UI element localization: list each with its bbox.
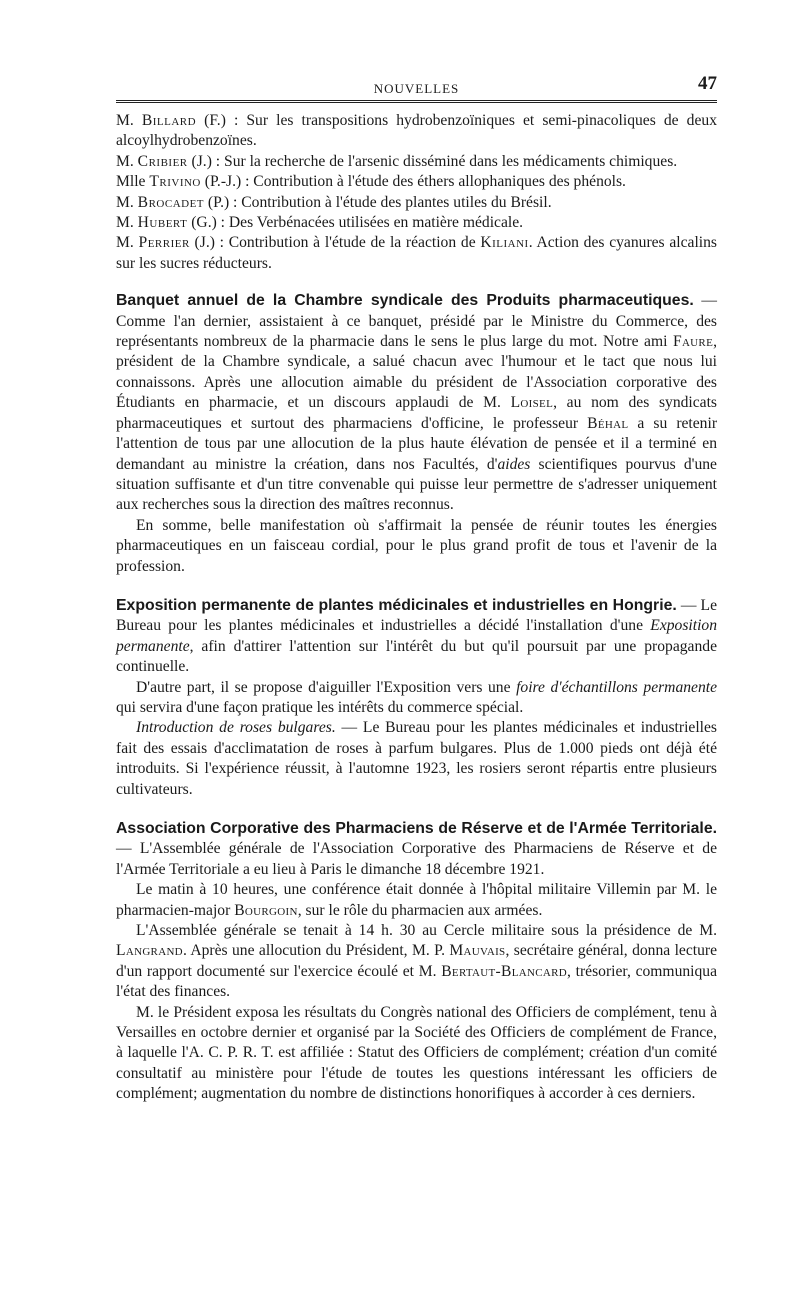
cited-name: Kiliani (480, 234, 529, 252)
thesis-list (116, 111, 717, 274)
thesis-entry-cribier: M. Cribier (J.) : Sur la recherche de l'arsenic disséminé dans les médicaments chimiques. (116, 152, 678, 170)
thesis-entry-perrier: M. Perrier (J.) : Contribution à l'étude de la réaction de Kiliani. Action des cyanures alcalins sur les sucres réducteurs. (116, 234, 717, 272)
thesis-entry-brocadet: M. Brocadet (P.) : Contribution à l'étude des plantes utiles du Brésil. (116, 193, 552, 211)
author-name: Billard (141, 112, 197, 129)
page-header (116, 73, 717, 101)
author-name: Cribier (137, 152, 188, 170)
association-paragraph-4: M. le Président exposa les résultats du Congrès national des Officiers de complément, tenu à Versailles en octobre dernier et organisé par la Société des Officiers de complément de France, à laquelle l'A. C. P. R. T. est affiliée : Statut des Officiers de complément; création d'un comité consultatif au ministère pour l'étude de toutes les questions intéressant les officiers de complément; augmentation du nombre de distinctions honorifiques à accorder à ces derniers. (116, 1003, 717, 1103)
section-heading: Exposition permanente de plantes médicinales et industrielles en Hongrie. (116, 596, 677, 614)
section-exposition (116, 596, 717, 800)
section-heading: Association Corporative des Pharmaciens de Réserve et de l'Armée Territoriale. (116, 820, 717, 837)
thesis-entry-trivino: Mlle Trivino (P.-J.) : Contribution à l'étude des éthers allophaniques des phénols. (116, 173, 626, 191)
section-banquet (116, 291, 717, 577)
exposition-paragraph-2: D'autre part, il se propose d'aiguiller l'Exposition vers une foire d'échantillons permanente qui servira d'une façon pratique les intérêts du commerce spécial. (116, 678, 718, 716)
exposition-paragraph-1: Exposition permanente de plantes médicinales et industrielles en Hongrie. — Le Bureau pour les plantes médicinales et industrielles a décidé l'installation d'une Exposition permanente, afin d'attirer l'attention sur l'intérêt du but qu'il poursuit par une propagande continuelle. (116, 596, 717, 676)
association-paragraph-2: Le matin à 10 heures, une conférence était donnée à l'hôpital militaire Villemin par M. le pharmacien-major Bourgoin, sur le rôle du pharmacien aux armées. (116, 881, 717, 919)
banquet-paragraph-2: En somme, belle manifestation où s'affirmait la pensée de réunir toutes les énergies pharmaceutiques en un faisceau cordial, pour le plus grand profit de tous et l'avenir de la profession. (116, 516, 717, 575)
exposition-paragraph-3: Introduction de roses bulgares. — Le Bureau pour les plantes médicinales et industrielles fait des essais d'acclimatation de roses à parfum bulgares. Plus de 1.000 pieds ont déjà été introduits. Si l'expérience réussit, à l'automne 1923, les rosiers seront répartis entre plusieurs cultivateurs. (116, 719, 717, 798)
thesis-entry-billard: M. Billard (F.) : Sur les transpositions hydrobenzoïniques et semi-pinacoliques de deux alcoylhydrobenzoïnes. (116, 112, 717, 150)
news-sections (116, 291, 717, 1104)
author-name: Trivino (149, 173, 201, 191)
association-paragraph-1: Association Corporative des Pharmaciens de Réserve et de l'Armée Territoriale. — L'Assemblée générale de l'Association Corporative des Pharmaciens de Réserve et de l'Armée Territoriale a eu lieu à Paris le dimanche 18 décembre 1921. (116, 820, 717, 878)
subsection-title: Introduction de roses bulgares. (136, 719, 336, 737)
page-number: 47 (698, 73, 717, 94)
thesis-entry-hubert: M. Hubert (G.) : Des Verbénacées utilisées en matière médicale. (116, 214, 524, 232)
association-paragraph-3: L'Assemblée générale se tenait à 14 h. 30 au Cercle militaire sous la présidence de M. Langrand. Après une allocution du Président, M. P. Mauvais, secrétaire général, donna lecture d'un rapport documenté sur l'exercice écoulé et M. Bertaut-Blancard, trésorier, communiqua l'état des finances. (116, 922, 718, 1001)
author-name: Perrier (138, 234, 190, 252)
section-association (116, 819, 717, 1105)
section-heading: Banquet annuel de la Chambre syndicale des Produits pharmaceutiques. (116, 292, 694, 310)
banquet-paragraph-1: Banquet annuel de la Chambre syndicale des Produits pharmaceutiques. — Comme l'an dernier, assistaient à ce banquet, présidé par le Ministre du Commerce, des représentants nombreux de la pharmacie dans le sens le plus large du mot. Notre ami Faure, président de la Chambre syndicale, a salué chacun avec l'humour et le tact que nous lui connaissons. Après une allocution aimable du président de l'Association corporative des Étudiants en pharmacie, et un discours applaudi de M. Loisel, au nom des syndicats pharmaceutiques et surtout des pharmaciens d'officine, le professeur Béhal a su retenir l'attention de tous par une allocution de la plus haute élévation de pensée et il a terminé en demandant au ministre la création, dans nos Facultés, d'aides scientifiques pourvus d'une situation suffisante et d'un titre convenable qui puisse leur permettre de s'adresser uniquement aux recherches sous la direction des maîtres reconnus. (116, 292, 718, 514)
journal-page (116, 73, 718, 1105)
author-name: Hubert (137, 214, 188, 232)
author-name: Brocadet (137, 193, 205, 211)
running-title: NOUVELLES (373, 81, 460, 96)
